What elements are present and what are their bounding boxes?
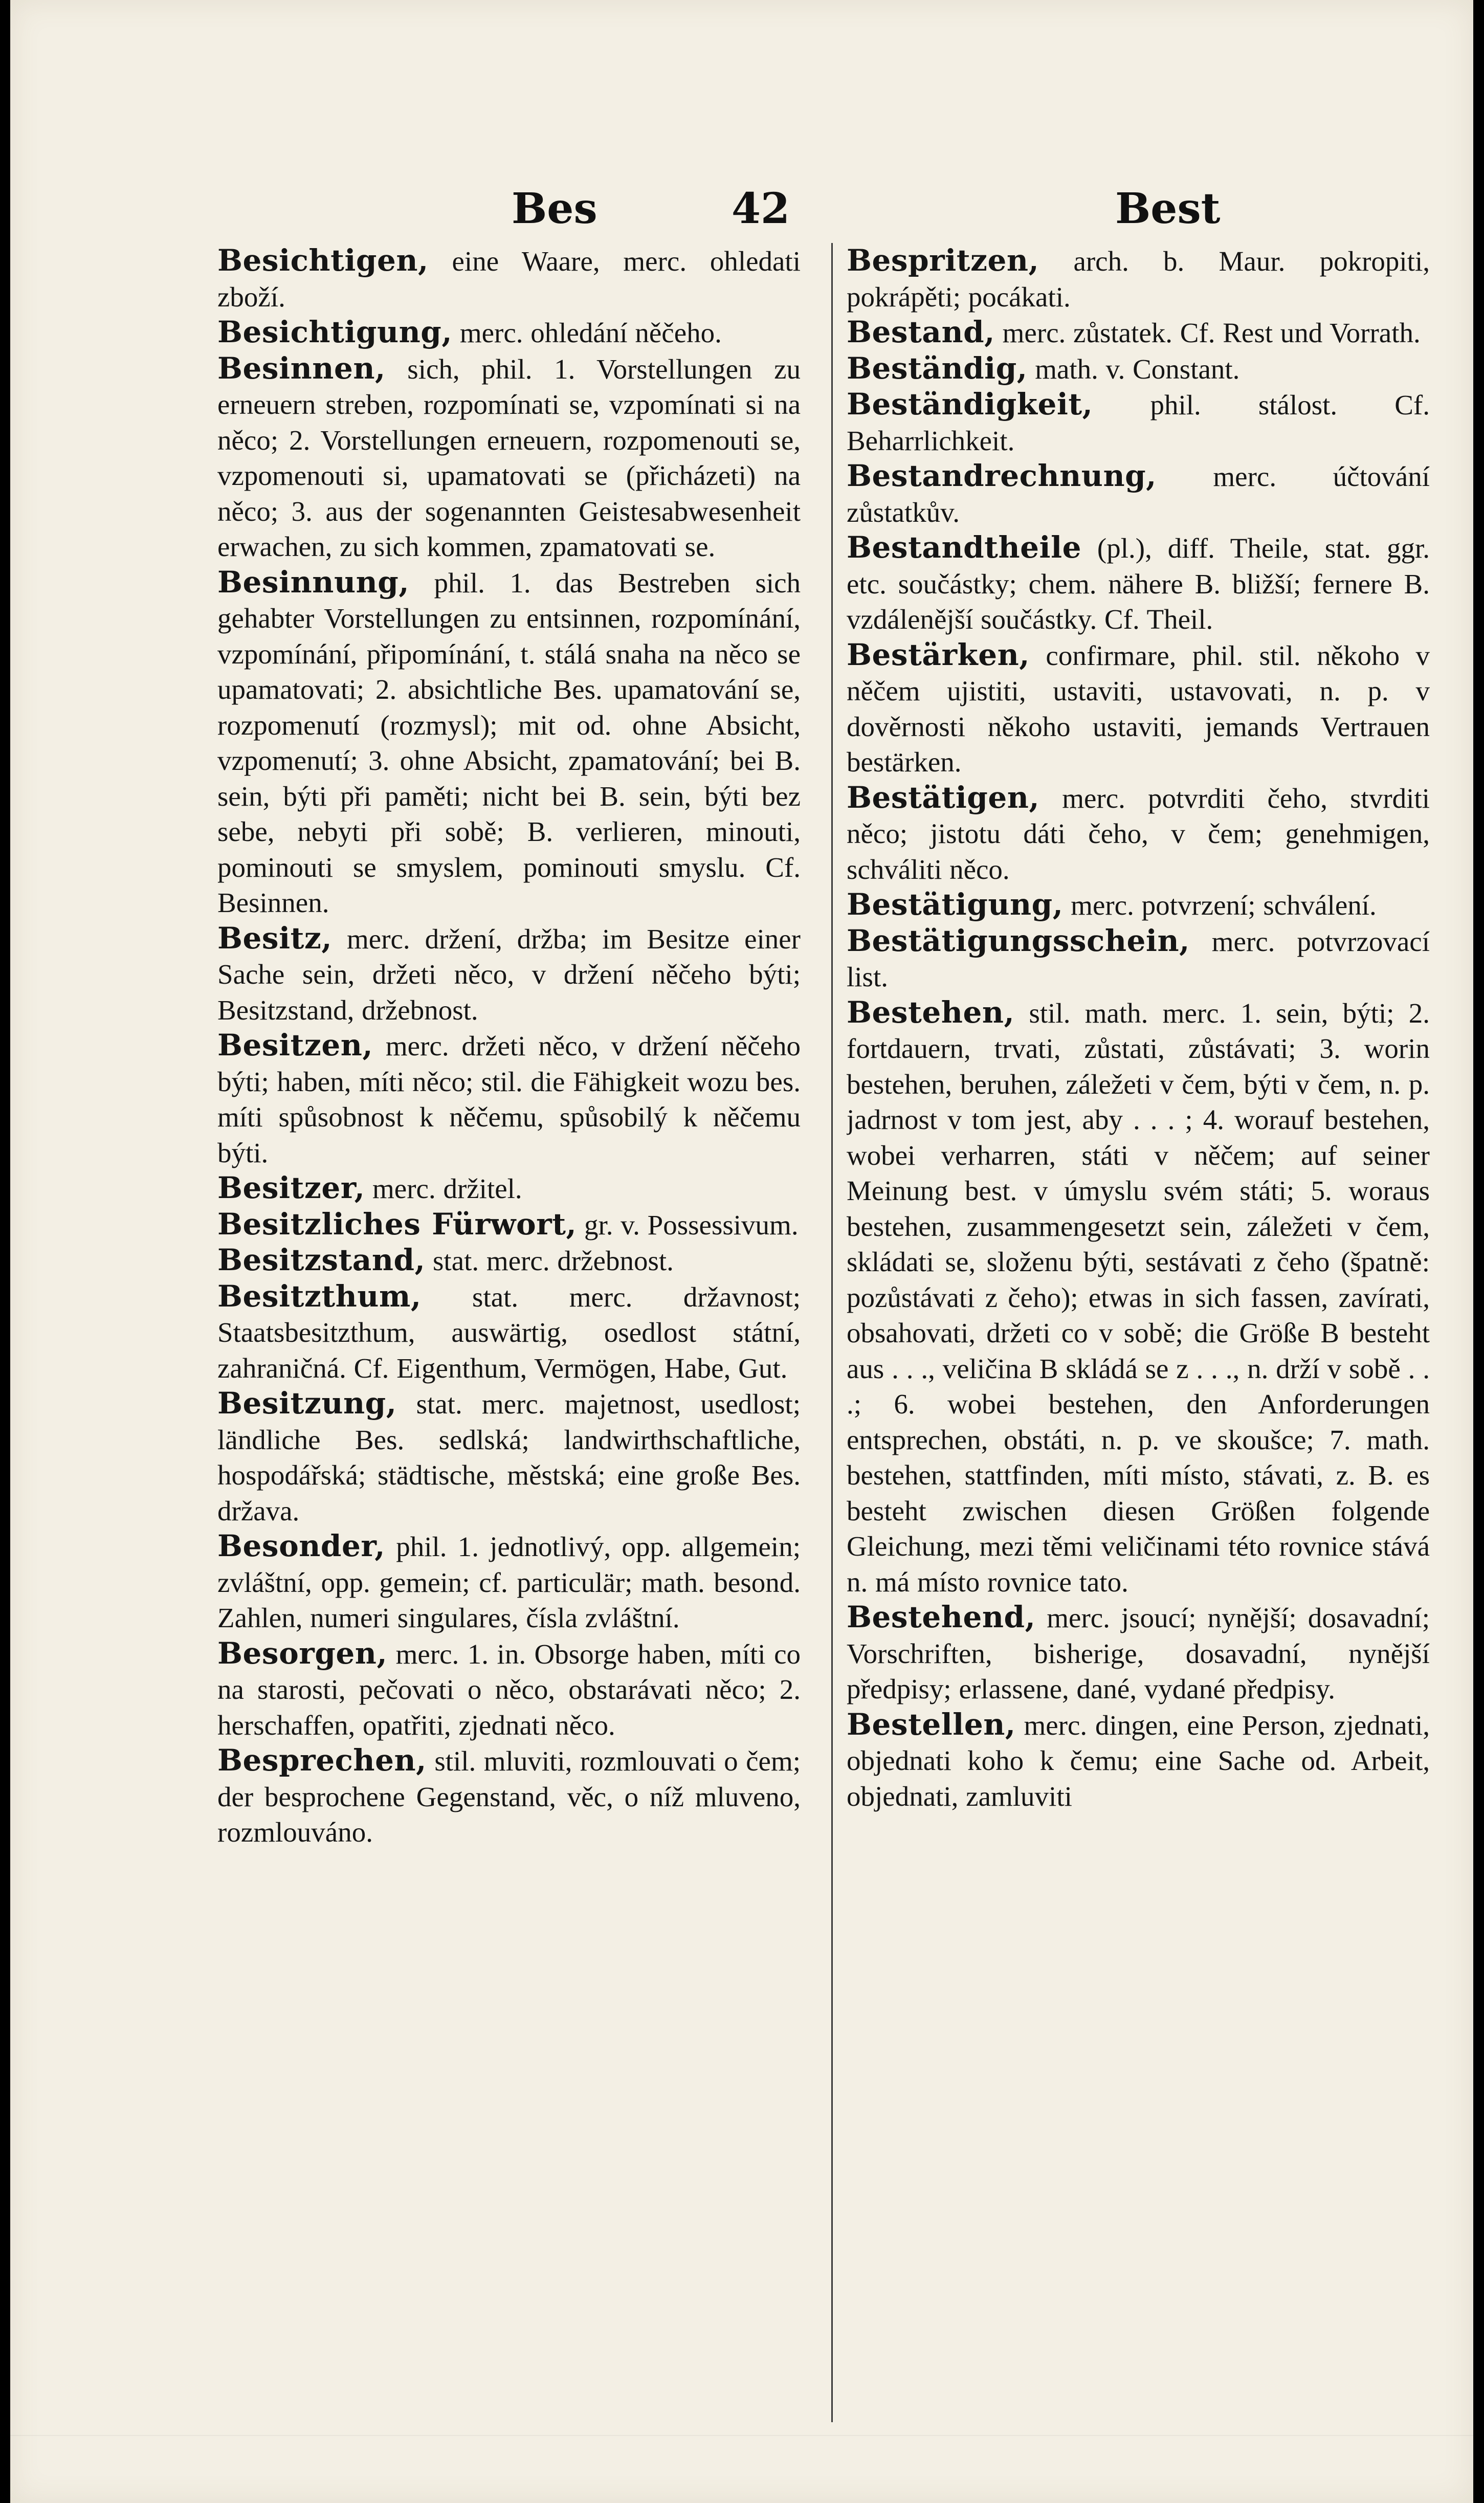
header-left-word: Bes xyxy=(512,184,597,233)
entry-headword: Besonder, xyxy=(217,1529,385,1563)
entry-headword: Besprechen, xyxy=(217,1743,427,1778)
dictionary-entry xyxy=(217,315,801,351)
page-number: 42 xyxy=(732,184,790,233)
dictionary-entry xyxy=(847,995,1430,1600)
entry-text: stat. merc. majetnost, usedlost; ländliche Bes. sedlská; landwirthschaftliche, hospodářská; städtische, městská; eine große Bes. država. xyxy=(217,1388,801,1526)
entry-headword: Bestätigen, xyxy=(847,780,1040,815)
entry-text: (pl.), diff. Theile, stat. ggr. etc. součástky; chem. nähere B. bližší; fernere B. vzdálenější součástky. Cf. Theil. xyxy=(847,533,1430,635)
entry-text: sich, phil. 1. Vorstellungen zu erneuern streben, rozpomínati se, vzpomínati si na něco; 2. Vorstellungen erneuern, rozpomenouti se, vzpomenouti si, upamatovati se (přicházeti) na něco; 3. aus der sogenannten Geistesabwesenheit erwachen, zu sich kommen, zpamatovati se. xyxy=(217,353,801,562)
entry-headword: Besitz, xyxy=(217,920,333,956)
dictionary-entry xyxy=(217,565,801,921)
entry-headword: Besitzthum, xyxy=(217,1278,422,1314)
dictionary-entry xyxy=(847,243,1430,315)
entry-text: gr. v. Possessivum. xyxy=(577,1209,799,1241)
entry-text: merc. 1. in. Obsorge haben, míti co na starosti, pečovati o něco, obstarávati něco; 2. herschaffen, opatřiti, zjednati něco. xyxy=(217,1638,801,1741)
dictionary-entry xyxy=(847,458,1430,530)
dictionary-entry xyxy=(847,530,1430,637)
entry-headword: Besitzstand, xyxy=(217,1243,426,1277)
entry-headword: Besitzung, xyxy=(217,1386,397,1421)
dictionary-entry xyxy=(217,1243,801,1279)
entry-headword: Besorgen, xyxy=(217,1635,388,1671)
dictionary-entry xyxy=(217,1529,801,1636)
dictionary-entry xyxy=(217,1170,801,1207)
dictionary-entry xyxy=(847,387,1430,458)
entry-text: stil. mluviti, rozmlouvati o čem; der besprochene Gegenstand, věc, o níž mluveno, rozmlouváno. xyxy=(217,1745,801,1848)
entry-headword: Besichtigen, xyxy=(217,243,429,278)
dictionary-entry xyxy=(847,923,1430,995)
entry-headword: Bestandrechnung, xyxy=(847,458,1157,493)
entry-text: stat. merc. držebnost. xyxy=(425,1245,674,1276)
dictionary-entry xyxy=(217,243,801,315)
dictionary-entry xyxy=(217,351,801,565)
entry-text: merc. jsoucí; nynější; dosavadní; Vorschriften, bisherige, dosavadní, nynější předpisy; erlassene, dané, vydané předpisy. xyxy=(847,1602,1430,1704)
entry-text: eine Waare, merc. ohledati zboží. xyxy=(217,246,801,313)
dictionary-entry xyxy=(217,1386,801,1529)
entry-headword: Bestätigung, xyxy=(847,887,1064,922)
column-divider xyxy=(831,243,833,2422)
entry-headword: Bestellen, xyxy=(847,1707,1016,1742)
entry-headword: Besinnung, xyxy=(217,564,410,600)
dictionary-entry xyxy=(847,315,1430,351)
entry-text: math. v. Constant. xyxy=(1027,353,1240,385)
entry-text: stil. math. merc. 1. sein, býti; 2. fortdauern, trvati, zůstati, zůstávati; 3. worin bestehen, beruhen, záležeti v čem, býti v čem, n. p. jadrnost v tom jest, aby . . . ; 4. worauf bestehen, wobei verharren, státi v něčem; auf seiner Meinung best. v úmyslu svém státi; 5. woraus bestehen, zusammengesetzt sein, záležeti v čem, skládati se, složenu býti, sestávati z čeho (špatně: pozůstávati z čeho); etwas in sich fassen, zavírati, obsahovati, držeti co v sobě; die Größe B besteht aus . . ., veličina B skládá se z . . ., n. drží v sobě . . .; 6. wobei bestehen, den Anforderungen entsprechen, obstáti, n. p. ve skoušce; 7. math. bestehen, stattfinden, míti místo, stávati, z. B. es besteht zwischen diesen Größen folgende Gleichung, mezi těmi veličinami této rovnice stává n. má místo rovnice tato. xyxy=(847,997,1430,1598)
entry-headword: Bestand, xyxy=(847,315,995,349)
entry-text: merc. účtování zůstatkův. xyxy=(847,461,1430,528)
dictionary-entry xyxy=(217,1636,801,1743)
dictionary-entry xyxy=(217,1279,801,1386)
entry-text: confirmare, phil. stil. někoho v něčem ujistiti, ustaviti, ustavovati, n. p. v dověrnosti někoho ustaviti, jemands Vertrauen bestärken. xyxy=(847,639,1430,778)
dictionary-entry xyxy=(217,1207,801,1243)
dictionary-entry xyxy=(217,1028,801,1170)
running-head xyxy=(10,184,1473,246)
dictionary-entry xyxy=(847,780,1430,888)
entry-headword: Bestärken, xyxy=(847,637,1030,672)
entry-text: phil. 1. das Bestreben sich gehabter Vorstellungen zu entsinnen, rozpomínání, vzpomínání, připomínání, t. stálá snaha na něco se upamatovati; 2. absichtliche Bes. upamatování se, rozpomenutí (rozmysl); mit od. ohne Absicht, vzpomenutí; 3. ohne Absicht, zpamatování; bei B. sein, býti při paměti; nicht bei B. sein, býti bez sebe, nebyti při sobě; B. verlieren, minouti, pominouti se smyslem, pominouti smyslu. Cf. Besinnen. xyxy=(217,567,801,918)
entry-text: merc. potvrditi čeho, stvrditi něco; jistotu dáti čeho, v čem; genehmigen, schváliti něco. xyxy=(847,782,1430,885)
entry-text: merc. zůstatek. Cf. Rest und Vorrath. xyxy=(994,317,1421,348)
entry-text: stat. merc. državnost; Staatsbesitzthum, auswärtig, osedlost státní, zahraničná. Cf. Eigenthum, Vermögen, Habe, Gut. xyxy=(217,1281,801,1384)
entry-headword: Bespritzen, xyxy=(847,243,1039,278)
entry-text: merc. dingen, eine Person, zjednati, objednati koho k čemu; eine Sache od. Arbeit, objednati, zamluviti xyxy=(847,1709,1430,1812)
dictionary-entry xyxy=(217,921,801,1028)
entry-headword: Besitzer, xyxy=(217,1170,365,1205)
entry-text: phil. 1. jednotlivý, opp. allgemein; zvláštní, opp. gemein; cf. particulär; math. besond. Zahlen, numeri singulares, čísla zvláštní. xyxy=(217,1531,801,1633)
dictionary-entry xyxy=(847,637,1430,780)
entry-text: merc. držeti něco, v držení něčeho býti; haben, míti něco; stil. die Fähigkeit wozu bes. míti spůsobnost k něčemu, spůsobilý k něčemu býti. xyxy=(217,1030,801,1168)
entry-text: merc. držení, držba; im Besitze einer Sache sein, držeti něco, v držení něčeho býti; Besitzstand, držebnost. xyxy=(217,923,801,1026)
dictionary-entry xyxy=(847,1707,1430,1814)
entry-text: arch. b. Maur. pokropiti, pokrápěti; pocákati. xyxy=(847,246,1430,313)
entry-text: merc. potvrzení; schválení. xyxy=(1063,890,1377,921)
entry-headword: Bestandtheile xyxy=(847,530,1082,565)
entry-headword: Bestehend, xyxy=(847,1600,1036,1634)
entry-text: merc. ohledání něčeho. xyxy=(452,317,722,348)
header-right-word: Best xyxy=(1115,184,1221,233)
dictionary-entry xyxy=(847,1600,1430,1707)
entry-headword: Besichtigung, xyxy=(217,315,453,349)
left-column xyxy=(217,243,801,2417)
entry-headword: Beständig, xyxy=(847,350,1028,386)
dictionary-page xyxy=(10,0,1473,2503)
entry-headword: Beständigkeit, xyxy=(847,387,1093,422)
entry-text: phil. stálost. Cf. Beharrlichkeit. xyxy=(847,389,1430,456)
right-column xyxy=(847,243,1430,2417)
dictionary-entry xyxy=(847,887,1430,923)
entry-headword: Besitzliches Fürwort, xyxy=(217,1206,577,1242)
entry-headword: Besitzen, xyxy=(217,1028,373,1062)
dictionary-entry xyxy=(217,1743,801,1850)
entry-headword: Bestehen, xyxy=(847,994,1015,1030)
entry-headword: Besinnen, xyxy=(217,350,386,386)
page-lower-edge xyxy=(10,2435,1473,2436)
dictionary-entry xyxy=(847,351,1430,387)
entry-text: merc. potvrzovací list. xyxy=(847,925,1430,992)
entry-headword: Bestätigungsschein, xyxy=(847,923,1190,958)
entry-text: merc. držitel. xyxy=(365,1173,522,1204)
